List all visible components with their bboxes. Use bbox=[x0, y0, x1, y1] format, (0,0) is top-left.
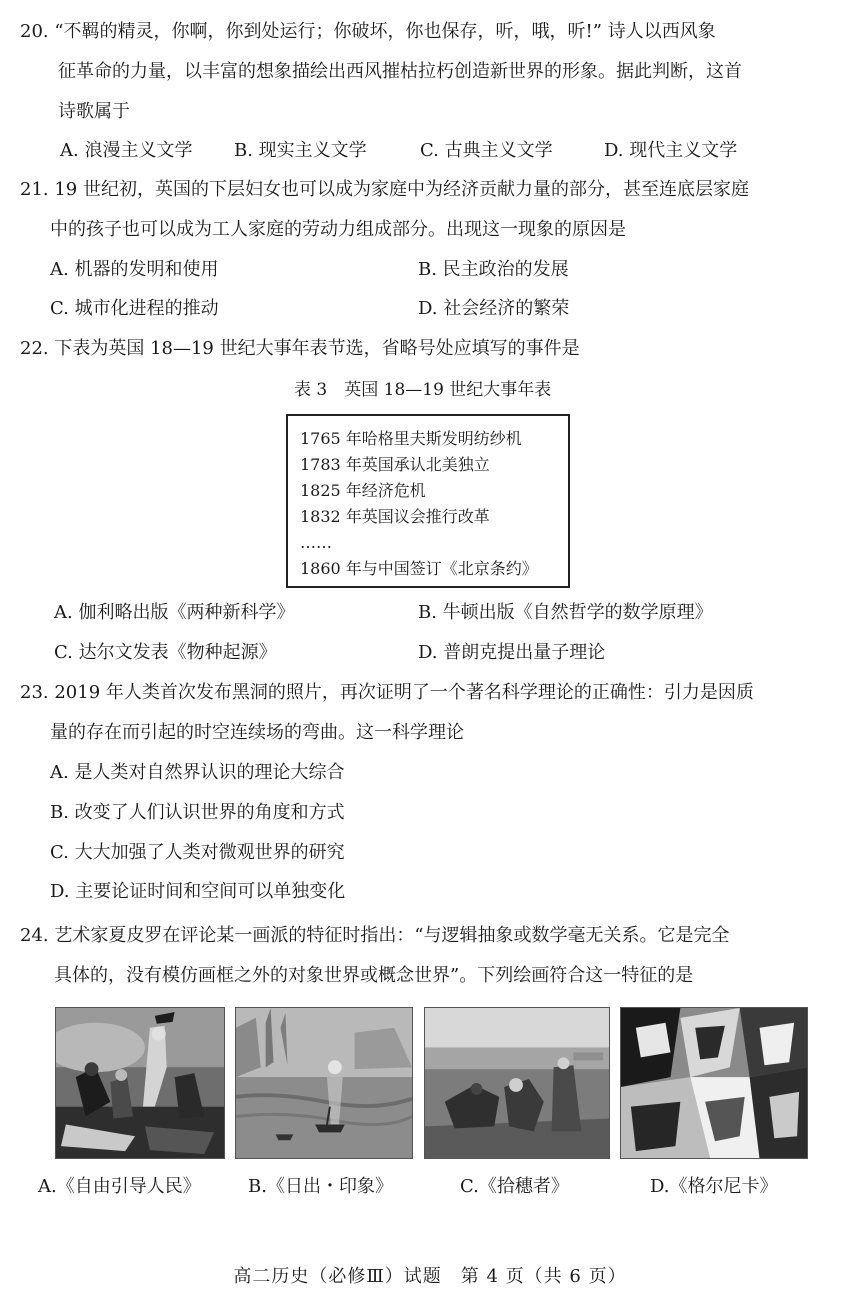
q22-stem-line-1: 22. 下表为英国 18—19 世纪大事年表节选，省略号处应填写的事件是 bbox=[20, 338, 580, 359]
painting-liberty-image[interactable] bbox=[55, 1007, 225, 1159]
q23-option-c[interactable]: C. 大大加强了人类对微观世界的研究 bbox=[50, 842, 345, 863]
q20-stem-line-1: 20. “不羁的精灵，你啊，你到处运行；你破坏，你也保存，听，哦，听!” 诗人以西风象 bbox=[20, 21, 716, 42]
q23-option-d[interactable]: D. 主要论证时间和空间可以单独变化 bbox=[50, 881, 346, 902]
q21-option-d[interactable]: D. 社会经济的繁荣 bbox=[418, 298, 570, 319]
painting-c-caption[interactable]: C.《拾穗者》 bbox=[460, 1176, 569, 1197]
q22-option-c[interactable]: C. 达尔文发表《物种起源》 bbox=[54, 642, 277, 663]
q20-stem-line-3: 诗歌属于 bbox=[58, 101, 130, 122]
timeline-row: 1860 年与中国签订《北京条约》 bbox=[300, 559, 538, 578]
painting-guernica-image[interactable] bbox=[620, 1007, 808, 1159]
q21-stem-line-1: 21. 19 世纪初，英国的下层妇女也可以成为家庭中为经济贡献力量的部分，甚至连底层家庭 bbox=[20, 179, 749, 200]
q23-stem-line-2: 量的存在而引起的时空连续场的弯曲。这一科学理论 bbox=[50, 722, 464, 743]
q20-option-a[interactable]: A. 浪漫主义文学 bbox=[60, 140, 193, 161]
q20-option-c[interactable]: C. 古典主义文学 bbox=[420, 140, 553, 161]
q23-option-b[interactable]: B. 改变了人们认识世界的角度和方式 bbox=[50, 802, 345, 823]
q23-option-a[interactable]: A. 是人类对自然界认识的理论大综合 bbox=[50, 762, 345, 783]
q22-option-d[interactable]: D. 普朗克提出量子理论 bbox=[418, 642, 606, 663]
timeline-row: 1765 年哈格里夫斯发明纺纱机 bbox=[300, 429, 522, 448]
timeline-row: 1783 年英国承认北美独立 bbox=[300, 455, 490, 474]
page-footer: 高二历史（必修Ⅲ）试题 第 4 页（共 6 页） bbox=[233, 1266, 627, 1287]
q21-option-c[interactable]: C. 城市化进程的推动 bbox=[50, 298, 219, 319]
q23-stem-line-1: 23. 2019 年人类首次发布黑洞的照片，再次证明了一个著名科学理论的正确性：引力是因质 bbox=[20, 682, 754, 703]
q24-stem-line-2: 具体的，没有模仿画框之外的对象世界或概念世界”。下列绘画符合这一特征的是 bbox=[54, 965, 694, 986]
q22-option-b[interactable]: B. 牛顿出版《自然哲学的数学原理》 bbox=[418, 602, 713, 623]
timeline-ellipsis: …… bbox=[300, 533, 332, 552]
q20-stem-line-2: 征革命的力量，以丰富的想象描绘出西风摧枯拉朽创造新世界的形象。据此判断，这首 bbox=[58, 61, 742, 82]
painting-d-caption[interactable]: D.《格尔尼卡》 bbox=[650, 1176, 778, 1197]
painting-gleaners-image[interactable] bbox=[424, 1007, 610, 1159]
timeline-row: 1825 年经济危机 bbox=[300, 481, 426, 500]
q21-option-a[interactable]: A. 机器的发明和使用 bbox=[50, 259, 219, 280]
q21-option-b[interactable]: B. 民主政治的发展 bbox=[418, 259, 569, 280]
timeline-row: 1832 年英国议会推行改革 bbox=[300, 507, 490, 526]
painting-b-caption[interactable]: B.《日出・印象》 bbox=[248, 1176, 393, 1197]
painting-a-caption[interactable]: A.《自由引导人民》 bbox=[38, 1176, 201, 1197]
painting-impression-sunrise-image[interactable] bbox=[235, 1007, 413, 1159]
q22-option-a[interactable]: A. 伽利略出版《两种新科学》 bbox=[54, 602, 295, 623]
table-caption: 表 3 英国 18—19 世纪大事年表 bbox=[294, 380, 552, 400]
timeline-table bbox=[286, 414, 570, 588]
q21-stem-line-2: 中的孩子也可以成为工人家庭的劳动力组成部分。出现这一现象的原因是 bbox=[50, 219, 626, 240]
q20-option-d[interactable]: D. 现代主义文学 bbox=[604, 140, 738, 161]
q20-option-b[interactable]: B. 现实主义文学 bbox=[234, 140, 367, 161]
q24-stem-line-1: 24. 艺术家夏皮罗在评论某一画派的特征时指出：“与逻辑抽象或数学毫无关系。它是完全 bbox=[20, 925, 730, 946]
